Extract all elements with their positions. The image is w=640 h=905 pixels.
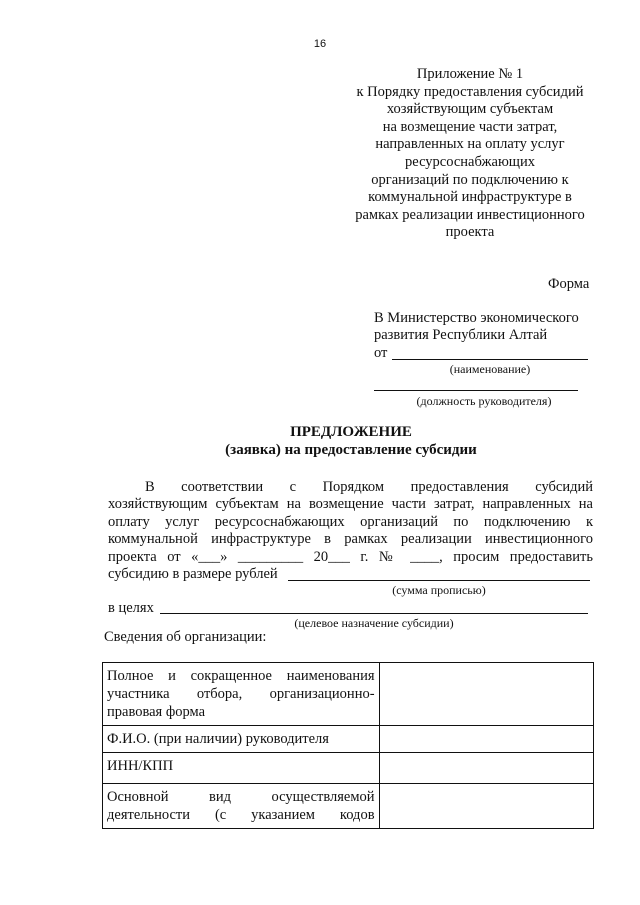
position-field[interactable] bbox=[374, 390, 578, 391]
table-label-line: участника отбора, организационно- bbox=[107, 686, 375, 702]
title-line-2: (заявка) на предоставление субсидии bbox=[225, 441, 477, 458]
document-title bbox=[0, 424, 640, 459]
appendix-header bbox=[340, 66, 600, 242]
addressee-from-label: от bbox=[374, 345, 388, 361]
purpose-label: в целях bbox=[108, 600, 154, 616]
title-line-1: ПРЕДЛОЖЕНИЕ bbox=[290, 424, 412, 440]
appendix-line: организаций по подключению к bbox=[371, 171, 569, 188]
appendix-line: Приложение № 1 bbox=[416, 66, 524, 82]
addressee-line-1: В Министерство экономического bbox=[374, 310, 579, 326]
purpose-caption: (целевое назначение субсидии) bbox=[294, 616, 454, 630]
position-caption: (должность руководителя) bbox=[416, 394, 552, 408]
appendix-line: направленных на оплату услуг bbox=[375, 136, 565, 153]
org-info-heading: Сведения об организации: bbox=[104, 629, 267, 645]
table-value-cell[interactable] bbox=[379, 784, 593, 829]
table-row bbox=[103, 663, 594, 726]
body-line-5: проекта от «___» _________ 20___ г. № ____, просим предоставить bbox=[108, 549, 593, 565]
table-value-cell[interactable] bbox=[379, 663, 593, 726]
table-label-line: деятельности (с указанием кодов bbox=[107, 807, 375, 823]
organization-table bbox=[102, 662, 594, 829]
body-line-2: хозяйствующим субъектам на возмещение части затрат, направленных на bbox=[108, 496, 593, 512]
table-label-cell bbox=[103, 753, 380, 784]
appendix-line: коммунальной инфраструктуре в bbox=[368, 189, 572, 206]
sum-field[interactable] bbox=[288, 580, 590, 581]
appendix-line: проекта bbox=[445, 224, 495, 241]
appendix-line: рамках реализации инвестиционного bbox=[355, 206, 585, 223]
table-row bbox=[103, 753, 594, 784]
appendix-line: на возмещение части затрат, bbox=[382, 118, 558, 135]
appendix-line: к Порядку предоставления субсидий bbox=[356, 83, 584, 100]
table-row bbox=[103, 726, 594, 753]
body-line-3: оплату услуг ресурсоснабжающих организаций по подключению к bbox=[108, 514, 593, 530]
table-label-line: Основной вид осуществляемой bbox=[107, 789, 375, 805]
table-row bbox=[103, 784, 594, 829]
table-label-cell bbox=[103, 663, 380, 726]
body-line-6: субсидию в размере рублей bbox=[108, 566, 278, 582]
appendix-line: ресурсоснабжающих bbox=[405, 153, 535, 170]
table-label-line: ИНН/КПП bbox=[107, 758, 174, 774]
page-number: 16 bbox=[313, 38, 327, 50]
addressee-name-field[interactable] bbox=[392, 359, 588, 360]
sum-caption: (сумма прописью) bbox=[392, 583, 486, 597]
purpose-field[interactable] bbox=[160, 613, 588, 614]
table-label-line: правовая форма bbox=[107, 704, 206, 720]
table-label-line: Ф.И.О. (при наличии) руководителя bbox=[107, 731, 329, 747]
table-label-cell bbox=[103, 784, 380, 829]
table-label-line: Полное и сокращенное наименования bbox=[107, 668, 375, 684]
body-line-4: коммунальной инфраструктуре в рамках реализации инвестиционного bbox=[108, 531, 593, 547]
addressee-line-2: развития Республики Алтай bbox=[374, 327, 548, 343]
name-caption: (наименование) bbox=[449, 362, 531, 376]
table-value-cell[interactable] bbox=[379, 753, 593, 784]
form-label: Форма bbox=[548, 276, 590, 292]
table-label-cell bbox=[103, 726, 380, 753]
table-value-cell[interactable] bbox=[379, 726, 593, 753]
body-line-1: В соответствии с Порядком предоставления субсидий bbox=[145, 479, 593, 495]
appendix-line: хозяйствующим субъектам bbox=[386, 101, 554, 118]
